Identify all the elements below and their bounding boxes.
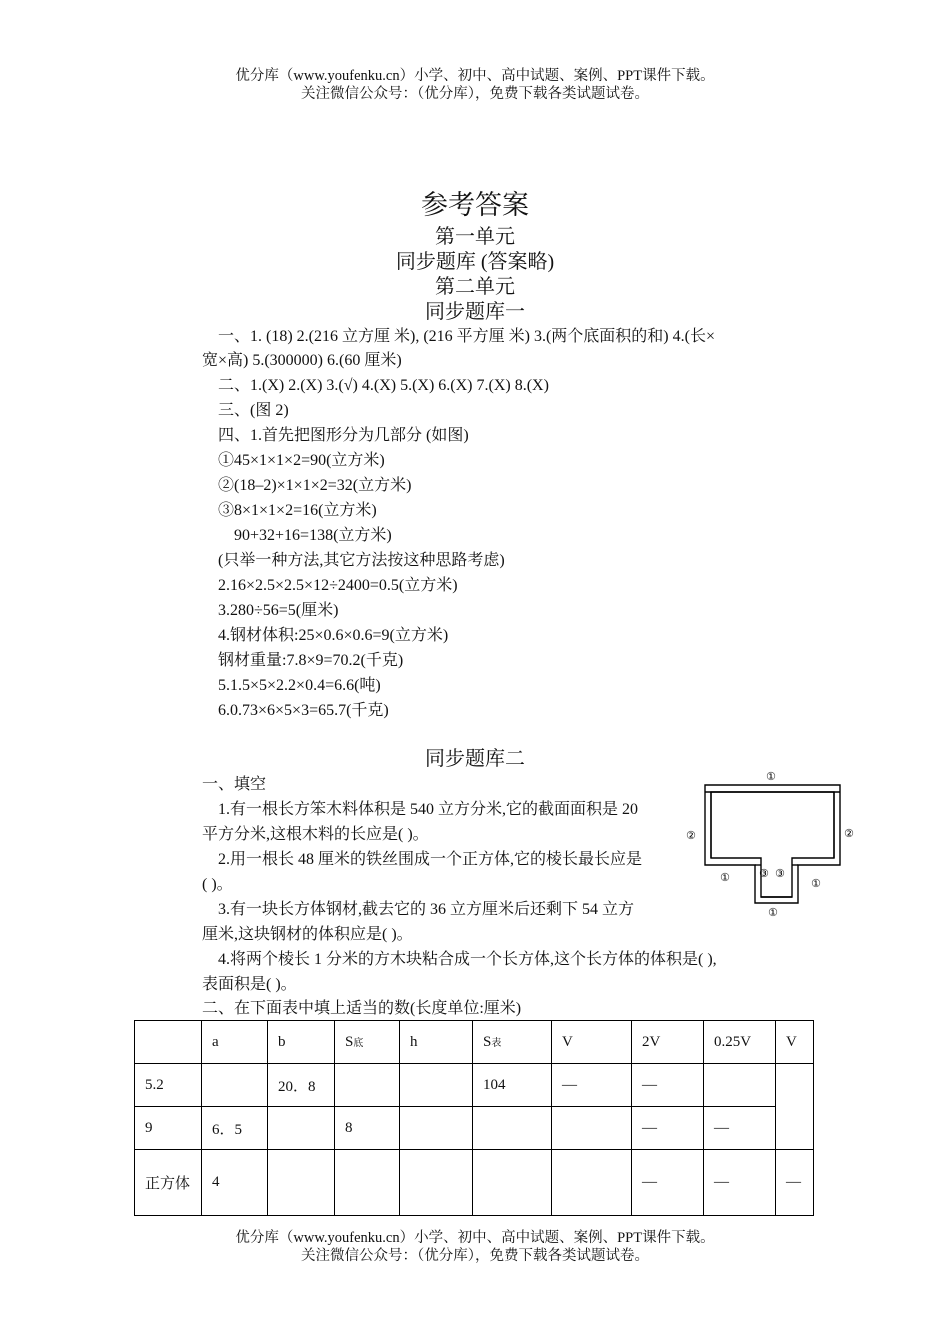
header-cell: V [552, 1021, 632, 1064]
header-cell: h [400, 1021, 473, 1064]
document-title: 参考答案 [421, 190, 529, 220]
footer-line-2: 关注微信公众号：（优分库），免费下载各类试题试卷。 [301, 1248, 649, 1264]
label-right: ② [844, 827, 854, 840]
table-header-row [135, 1021, 814, 1064]
answer-line: 一、1. (18) 2.(216 立方厘 米), (216 平方厘 米) 3.(两个底面积的和) 4.(长× [218, 328, 715, 345]
table-cell [335, 1150, 400, 1216]
label-bottom-left: ① [720, 871, 730, 884]
table-cell [400, 1064, 473, 1107]
table-cell [400, 1107, 473, 1150]
header-cell: V [776, 1021, 814, 1064]
fill-in-heading: 一、填空 [202, 776, 267, 793]
question-line: ( )。 [202, 876, 233, 893]
answer-line: 5.1.5×5×2.2×0.4=6.6(吨) [218, 677, 381, 694]
table-cell [335, 1064, 400, 1107]
table-cell: — [632, 1150, 704, 1216]
answer-line: 四、1.首先把图形分为几部分 (如图) [218, 427, 469, 444]
page-header [0, 67, 950, 103]
answer-line: ③8×1×1×2=16(立方米) [218, 502, 377, 519]
footer-line-1: 优分库（www.youfenku.cn）小学、初中、高中试题、案例、PPT课件下载。 [235, 1230, 715, 1246]
table-cell [268, 1150, 335, 1216]
header-cell: 0.25V [704, 1021, 776, 1064]
header-line-1: 优分库（www.youfenku.cn）小学、初中、高中试题、案例、PPT课件下载。 [235, 68, 715, 84]
table-cell: 5.2 [135, 1064, 202, 1107]
answer-line: (只举一种方法,其它方法按这种思路考虑) [218, 552, 505, 569]
question-line: 4.将两个棱长 1 分米的方木块粘合成一个长方体,这个长方体的体积是( ), [218, 951, 717, 968]
header-cell: S表 [473, 1021, 552, 1064]
label-bottom-right: ① [811, 877, 821, 890]
question-line: 1.有一根长方笨木料体积是 540 立方分米,它的截面面积是 20 [218, 801, 639, 818]
label-top: ① [766, 770, 776, 783]
data-table [134, 1020, 814, 1216]
label-left: ② [686, 829, 696, 842]
merged-cell [776, 1064, 814, 1150]
table-cell [202, 1064, 268, 1107]
answer-line: 2.16×2.5×2.5×12÷2400=0.5(立方米) [218, 577, 458, 594]
table-cell: 6．5 [202, 1107, 268, 1150]
table-cell [552, 1107, 632, 1150]
table-cell: — [552, 1064, 632, 1107]
bank-1-heading: 同步题库一 [425, 301, 525, 323]
table-cell [704, 1064, 776, 1107]
table-cell [552, 1150, 632, 1216]
unit-2-heading: 第二单元 [435, 276, 515, 298]
answer-line: ②(18–2)×1×1×2=32(立方米) [218, 477, 412, 494]
answer-line: 6.0.73×6×5×3=65.7(千克) [218, 702, 389, 719]
table-cell: — [704, 1107, 776, 1150]
header-line-2: 关注微信公众号：（优分库），免费下载各类试题试卷。 [301, 86, 649, 102]
answer-line: ①45×1×1×2=90(立方米) [218, 452, 385, 469]
table-row [135, 1107, 814, 1150]
table-cell: 9 [135, 1107, 202, 1150]
subscript: 表 [491, 1037, 502, 1049]
answer-line: 3.280÷56=5(厘米) [218, 602, 339, 619]
table-cell [268, 1107, 335, 1150]
header-cell: a [202, 1021, 268, 1064]
table-cell [473, 1107, 552, 1150]
label-middle-1: ③ [759, 867, 769, 880]
question-line: 厘米,这块钢材的体积应是( )。 [202, 926, 413, 943]
question-line: 2.用一根长 48 厘米的铁丝围成一个正方体,它的棱长最长应是 [218, 851, 643, 868]
table-cell: 20．8 [268, 1064, 335, 1107]
answer-line: 4.钢材体积:25×0.6×0.6=9(立方米) [218, 627, 449, 644]
table-cell: 4 [202, 1150, 268, 1216]
header-cell: S底 [335, 1021, 400, 1064]
table-cell: — [776, 1150, 814, 1216]
answer-line: 三、(图 2) [218, 402, 289, 419]
answer-line: 钢材重量:7.8×9=70.2(千克) [218, 652, 404, 669]
subscript: 底 [353, 1037, 364, 1049]
table-cell [473, 1150, 552, 1216]
table-cell: 正方体 [135, 1150, 202, 1216]
answer-line: 宽×高) 5.(300000) 6.(60 厘米) [202, 352, 402, 369]
label-middle-2: ③ [775, 867, 785, 880]
table-cell: — [632, 1064, 704, 1107]
question-line: 3.有一块长方体钢材,截去它的 36 立方厘米后还剩下 54 立方 [218, 901, 635, 918]
question-line: 平方分米,这根木料的长应是( )。 [202, 826, 429, 843]
answer-line: 90+32+16=138(立方米) [234, 527, 392, 544]
table-row [135, 1150, 814, 1216]
table-cell: 104 [473, 1064, 552, 1107]
bank-skip-heading: 同步题库 (答案略) [395, 251, 555, 273]
page-footer [0, 1229, 950, 1265]
table-cell [400, 1150, 473, 1216]
table-cell: — [704, 1150, 776, 1216]
question-line: 表面积是( )。 [202, 976, 297, 993]
header-cell: b [268, 1021, 335, 1064]
header-cell: 2V [632, 1021, 704, 1064]
table-row [135, 1064, 814, 1107]
decomposition-diagram [680, 765, 870, 925]
header-cell [135, 1021, 202, 1064]
table-cell: — [632, 1107, 704, 1150]
table-cell: 8 [335, 1107, 400, 1150]
label-bottom: ① [768, 906, 778, 919]
answer-line: 二、1.(X) 2.(X) 3.(√) 4.(X) 5.(X) 6.(X) 7.(X) 8.(X) [218, 377, 549, 394]
table-instruction: 二、在下面表中填上适当的数(长度单位:厘米) [202, 1000, 522, 1017]
unit-1-heading: 第一单元 [435, 226, 515, 248]
bank-2-heading: 同步题库二 [425, 748, 525, 770]
